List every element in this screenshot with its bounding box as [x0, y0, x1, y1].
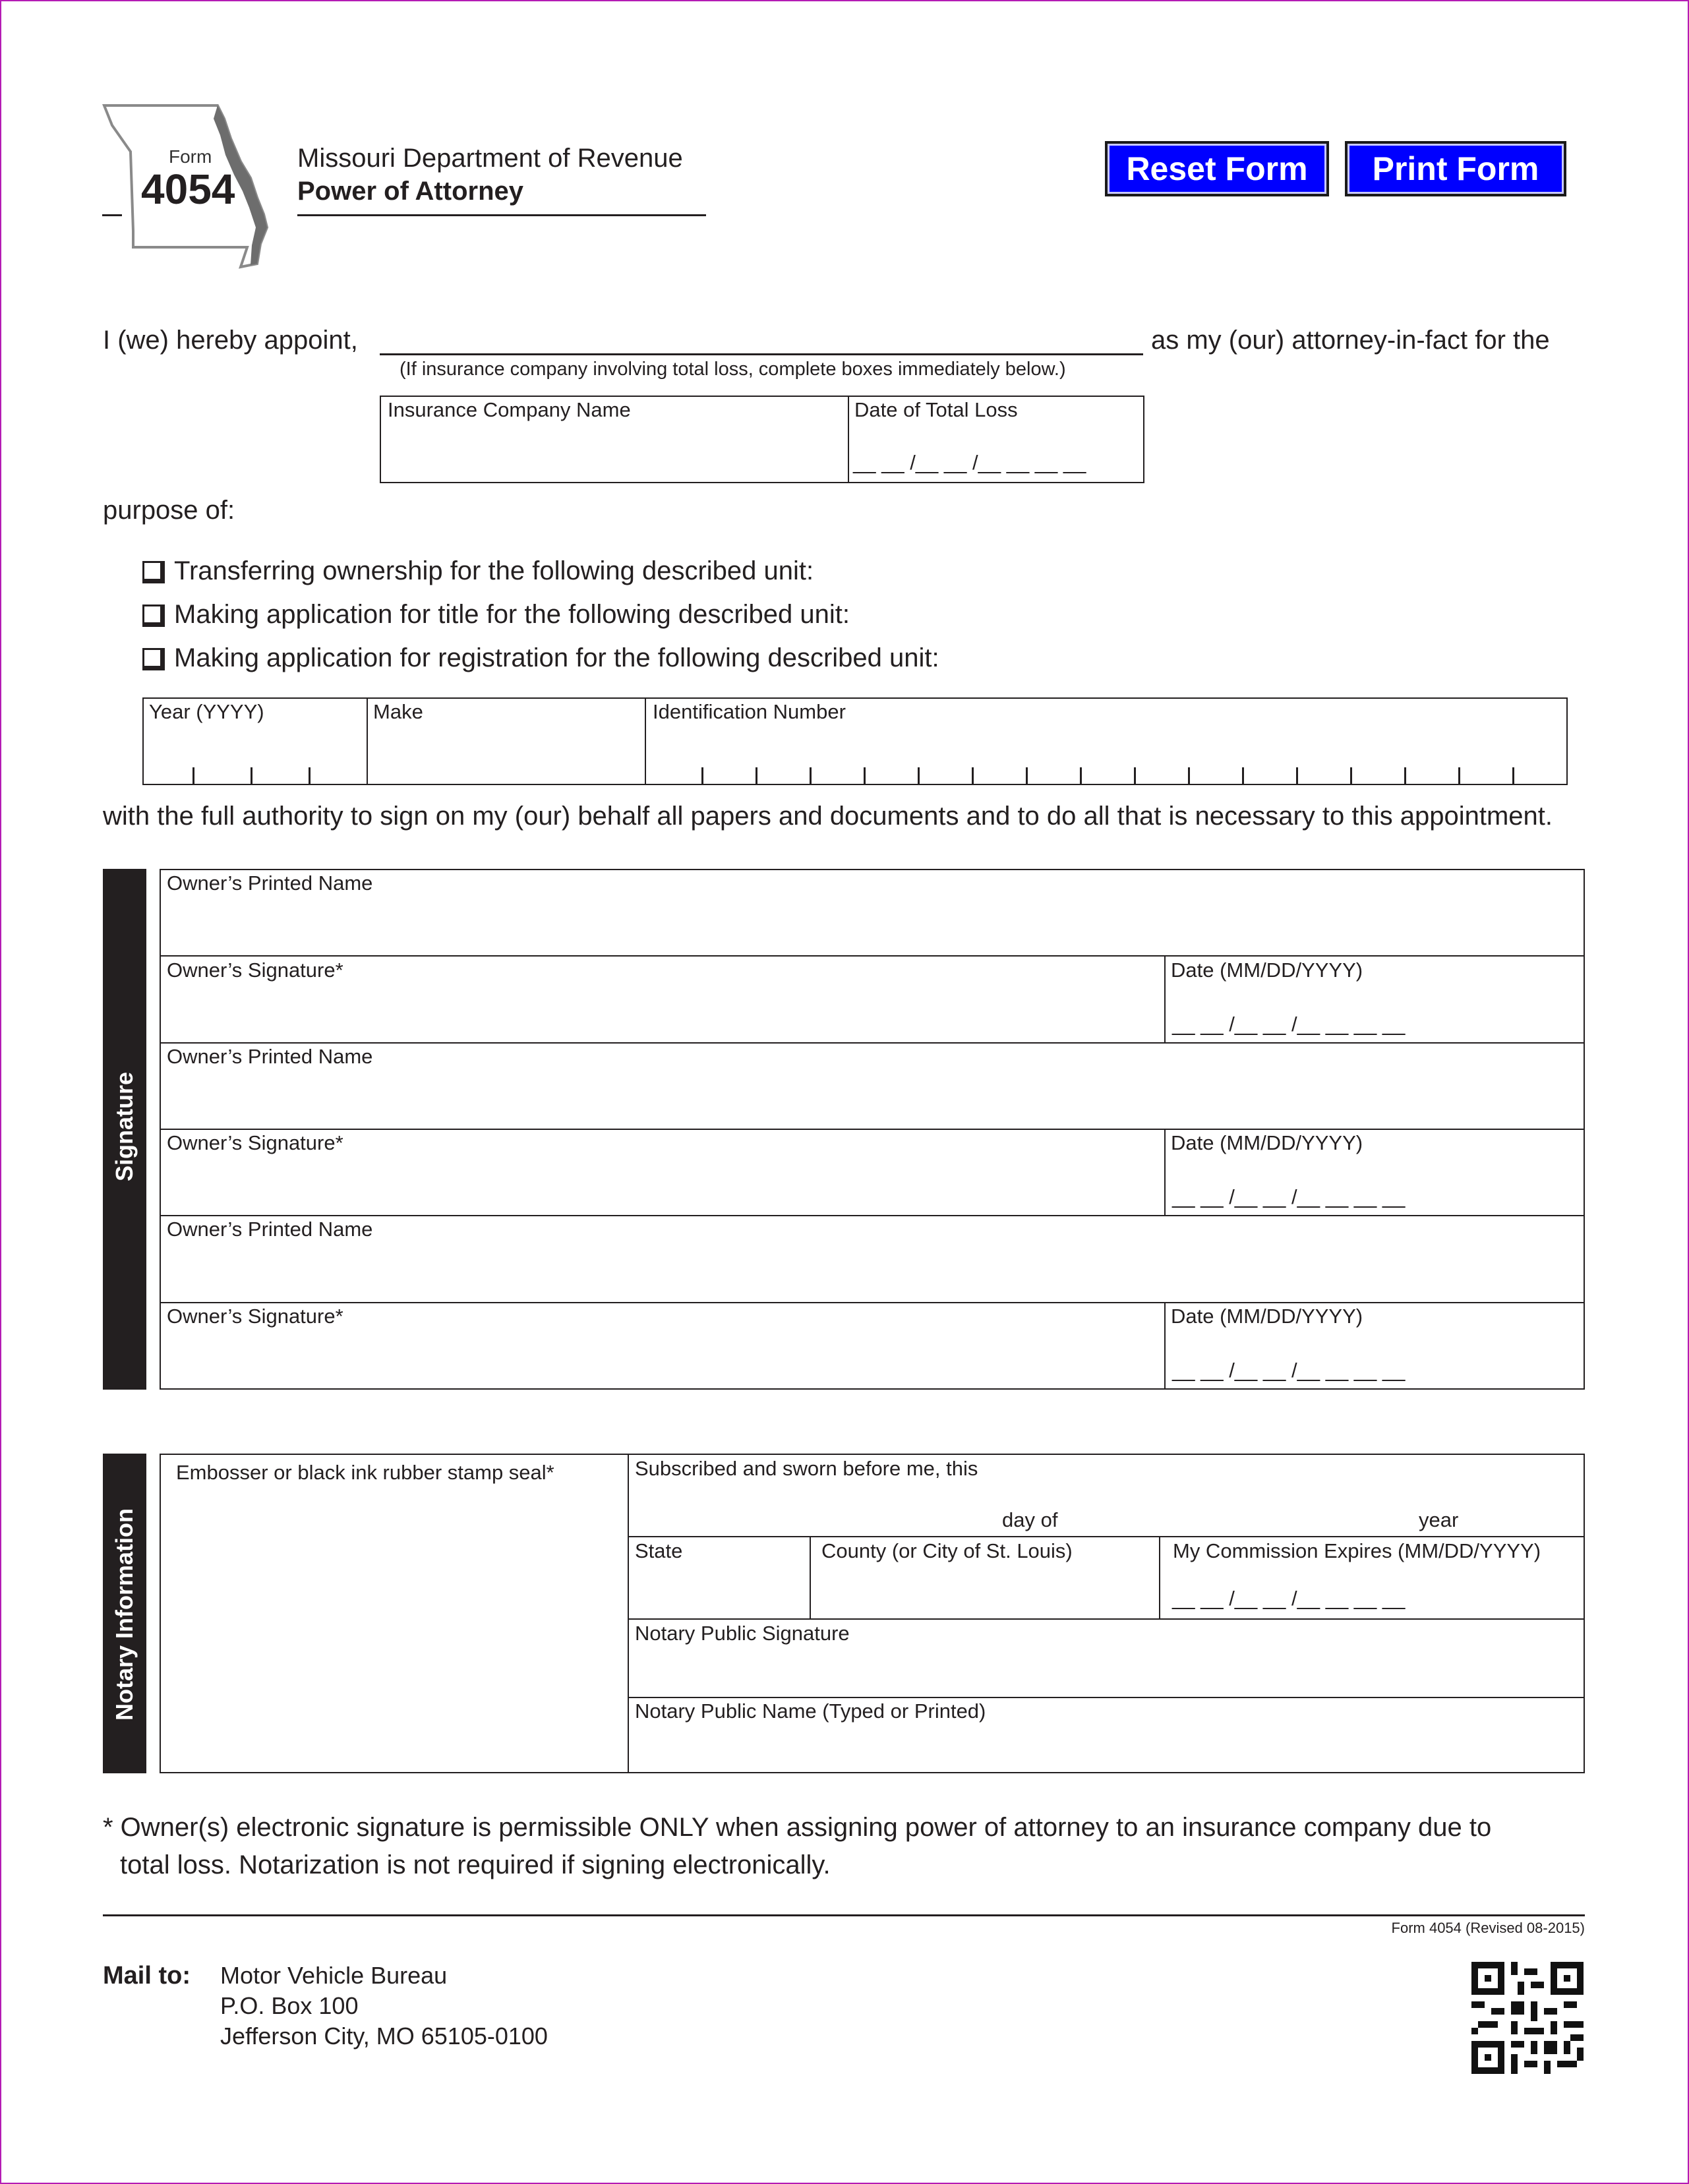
notary-signature-input[interactable] — [632, 1647, 1581, 1694]
notary-seal-divider — [628, 1454, 629, 1773]
footnote-line-1: * Owner(s) electronic signature is permissible ONLY when assigning power of attorney to an insurance company due to — [103, 1813, 1492, 1842]
notary-row-line — [628, 1618, 1585, 1620]
authority-statement: with the full authority to sign on my (our) behalf all papers and documents and to do all that is necessary to this appointment. — [103, 802, 1553, 831]
notary-state-divider — [810, 1536, 811, 1619]
sig-date-divider — [1164, 1302, 1166, 1390]
vin-tick — [1026, 767, 1028, 784]
year-tick — [309, 767, 311, 784]
registration-application-label: Making application for registration for the following described unit: — [174, 643, 939, 672]
vin-tick — [1350, 767, 1352, 784]
form-number-dash — [102, 214, 122, 216]
county-label: County (or City of St. Louis) — [821, 1539, 1073, 1562]
vin-tick — [972, 767, 974, 784]
sig-row-line — [160, 1042, 1585, 1044]
state-label: State — [635, 1539, 683, 1562]
registration-application-checkbox[interactable] — [142, 648, 165, 670]
insurance-table-divider — [848, 396, 849, 483]
sig-row-line — [160, 1302, 1585, 1303]
owner-2-date-label: Date (MM/DD/YYYY) — [1171, 1131, 1363, 1154]
owner-3-signature-input[interactable] — [165, 1330, 1159, 1385]
notary-signature-label: Notary Public Signature — [635, 1622, 850, 1645]
sworn-label: Subscribed and sworn before me, this — [635, 1457, 978, 1480]
vin-tick — [1188, 767, 1190, 784]
vin-tick — [864, 767, 866, 784]
owner-1-printed-name-label: Owner’s Printed Name — [167, 871, 373, 895]
owner-1-date-input[interactable]: __ __ /__ __ /__ __ __ __ — [1172, 1013, 1406, 1036]
sworn-date-input[interactable] — [633, 1483, 1580, 1533]
vin-tick — [756, 767, 757, 784]
owner-1-date-label: Date (MM/DD/YYYY) — [1171, 959, 1363, 982]
year-input[interactable] — [145, 725, 364, 783]
owner-2-signature-label: Owner’s Signature* — [167, 1131, 343, 1154]
vin-label: Identification Number — [653, 700, 846, 723]
vin-tick — [1404, 767, 1406, 784]
title-application-checkbox[interactable] — [142, 605, 165, 627]
vehicle-divider-1 — [367, 697, 368, 785]
notary-county-divider — [1159, 1536, 1160, 1619]
commission-expires-label: My Commission Expires (MM/DD/YYYY) — [1173, 1539, 1541, 1562]
appoint-trail-text: as my (our) attorney-in-fact for the — [1151, 326, 1550, 355]
print-form-button[interactable]: Print Form — [1345, 141, 1566, 196]
sig-row-line — [160, 1215, 1585, 1216]
vin-tick — [1080, 767, 1082, 784]
year-label-notary: year — [1419, 1508, 1459, 1531]
title-application-label: Making application for title for the following described unit: — [174, 600, 850, 629]
mail-address-line-3: Jefferson City, MO 65105-0100 — [220, 2022, 548, 2050]
year-tick — [251, 767, 252, 784]
owner-3-printed-name-input[interactable] — [165, 1243, 1580, 1298]
notary-name-label: Notary Public Name (Typed or Printed) — [635, 1699, 986, 1723]
owner-2-printed-name-label: Owner’s Printed Name — [167, 1045, 373, 1068]
vin-tick — [1512, 767, 1514, 784]
seal-label: Embosser or black ink rubber stamp seal* — [176, 1461, 554, 1484]
notary-name-input[interactable] — [632, 1725, 1581, 1771]
notary-row-line — [628, 1697, 1585, 1698]
vehicle-divider-2 — [645, 697, 646, 785]
qr-code-icon — [1471, 1962, 1584, 2074]
vin-tick — [810, 767, 812, 784]
vin-tick — [1296, 767, 1298, 784]
notary-sidebar-label: Notary Information — [111, 1508, 138, 1721]
transfer-ownership-label: Transferring ownership for the following described unit: — [174, 556, 814, 585]
owner-1-signature-label: Owner’s Signature* — [167, 959, 343, 982]
footnote-line-2: total loss. Notarization is not required if signing electronically. — [120, 1850, 831, 1879]
mail-address-line-2: P.O. Box 100 — [220, 1992, 359, 2019]
vin-tick — [1134, 767, 1136, 784]
signature-sidebar-label: Signature — [111, 1071, 138, 1181]
insurance-company-label: Insurance Company Name — [388, 398, 631, 421]
appoint-lead-text: I (we) hereby appoint, — [103, 326, 358, 355]
purpose-heading: purpose of: — [103, 496, 235, 525]
seal-area — [165, 1487, 624, 1769]
revision-note: Form 4054 (Revised 08-2015) — [1391, 1920, 1585, 1936]
transfer-ownership-checkbox[interactable] — [142, 561, 165, 583]
notary-row-line — [628, 1536, 1585, 1537]
title-underline — [297, 214, 706, 216]
owner-3-date-input[interactable]: __ __ /__ __ /__ __ __ __ — [1172, 1359, 1406, 1382]
make-input[interactable] — [369, 725, 642, 783]
sig-date-divider — [1164, 1129, 1166, 1216]
owner-2-printed-name-input[interactable] — [165, 1070, 1580, 1125]
year-label: Year (YYYY) — [149, 700, 264, 723]
county-input[interactable] — [814, 1564, 1156, 1616]
sig-row-line — [160, 955, 1585, 957]
owner-3-date-label: Date (MM/DD/YYYY) — [1171, 1305, 1363, 1328]
commission-expires-input[interactable]: __ __ /__ __ /__ __ __ __ — [1172, 1587, 1406, 1610]
owner-2-date-input[interactable]: __ __ /__ __ /__ __ __ __ — [1172, 1185, 1406, 1208]
reset-form-button[interactable]: Reset Form — [1105, 141, 1329, 196]
mail-address-line-1: Motor Vehicle Bureau — [220, 1962, 448, 1989]
state-input[interactable] — [632, 1564, 807, 1616]
department-name: Missouri Department of Revenue — [297, 144, 683, 173]
year-tick — [193, 767, 194, 784]
footer-rule — [103, 1914, 1585, 1916]
owner-1-signature-input[interactable] — [165, 984, 1159, 1039]
mail-to-label: Mail to: — [103, 1962, 191, 1990]
insurance-company-input[interactable] — [382, 422, 844, 480]
attorney-name-field[interactable] — [380, 353, 1143, 355]
total-loss-date-label: Date of Total Loss — [854, 398, 1018, 421]
vin-tick — [701, 767, 703, 784]
make-label: Make — [373, 700, 423, 723]
form-word: Form — [169, 146, 212, 167]
owner-3-signature-label: Owner’s Signature* — [167, 1305, 343, 1328]
vin-tick — [1242, 767, 1244, 784]
form-number: 4054 — [141, 165, 235, 213]
day-of-label: day of — [1002, 1508, 1058, 1531]
form-title: Power of Attorney — [297, 177, 523, 206]
owner-3-printed-name-label: Owner’s Printed Name — [167, 1218, 373, 1241]
vin-tick — [1458, 767, 1460, 784]
owner-2-signature-input[interactable] — [165, 1156, 1159, 1212]
vin-tick — [918, 767, 920, 784]
owner-1-printed-name-input[interactable] — [165, 897, 1580, 952]
vin-input[interactable] — [647, 725, 1565, 783]
total-loss-date-input[interactable]: __ __ /__ __ /__ __ __ __ — [853, 451, 1086, 474]
sig-date-divider — [1164, 955, 1166, 1043]
insurance-note: (If insurance company involving total loss, complete boxes immediately below.) — [400, 359, 1066, 380]
sig-row-line — [160, 1129, 1585, 1130]
